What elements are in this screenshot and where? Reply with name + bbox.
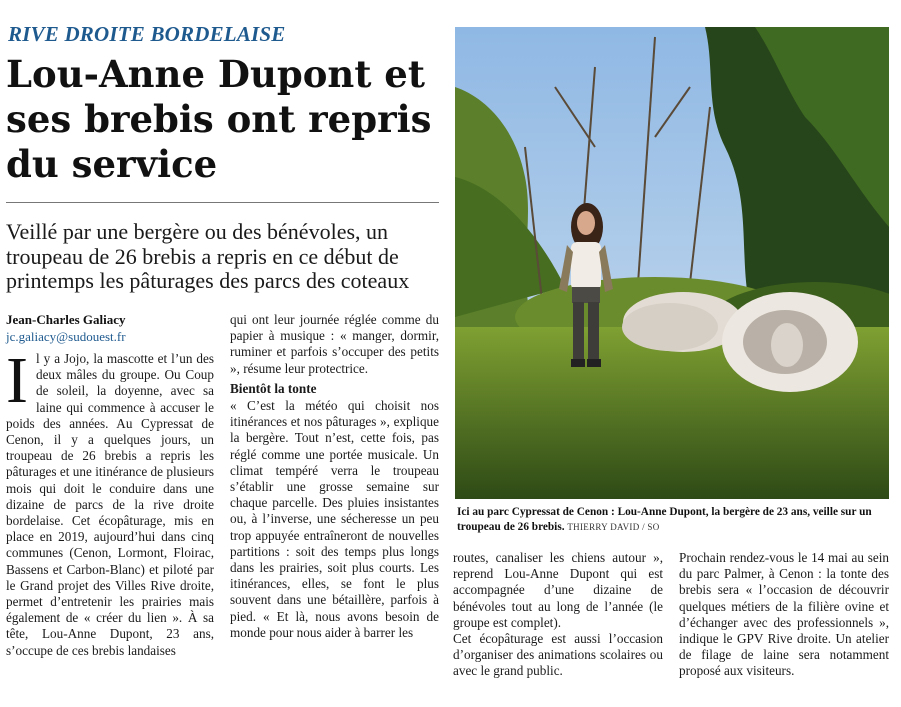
article-column-1 — [6, 344, 214, 659]
article-column-3 — [453, 550, 663, 680]
article-standfirst: Veillé par une bergère ou des bénévoles, un troupeau de 26 brebis a repris en ce début de printemps les pâturages des parcs des coteaux — [6, 219, 410, 293]
byline-email-link[interactable]: jc.galiacy@sudouest.fr — [6, 329, 126, 344]
caption-text: Ici au parc Cypressat de Cenon : Lou-Anne Dupont, la bergère de 23 ans, veille sur un troupeau de 26 brebis. — [457, 506, 872, 533]
shepherd-sheep-photo — [455, 27, 889, 499]
headline-divider — [6, 202, 439, 203]
article-headline: Lou-Anne Dupont et ses brebis ont repris du service — [6, 52, 432, 186]
body-paragraph: Cet écopâturage est aussi l’occasion d’organiser des animations scolaires ou avec le grand public. — [453, 631, 663, 679]
body-paragraph: Prochain rendez-vous le 14 mai au sein du parc Palmer, à Cenon : la tonte des brebis sera « l’occasion de découvrir quelques métiers de la filière ovine et d’échanger avec des professionnels », indique le GPV Rive droite. Un atelier de filage de laine sera notamment proposé aux visiteurs. — [679, 550, 889, 679]
article-kicker: RIVE DROITE BORDELAISE — [8, 22, 286, 46]
byline-author: Jean-Charles Galiacy — [6, 312, 126, 327]
article-photo — [455, 27, 889, 499]
article-column-4 — [679, 550, 889, 680]
photo-credit: THIERRY DAVID / SO — [567, 522, 660, 532]
photo-caption — [457, 505, 887, 535]
body-paragraph: l y a Jojo, la mascotte et l’un des deux mâles du groupe. Ou Coup de soleil, la doyenne, avec sa laine qui commence à accuser le poids des années. Au Cypressat de Cenon, il y a quelques jours, un troupeau de 26 brebis a repris les pâturages et une itinérance de plusieurs mois qui doit le conduire dans une dizaine de parcs de la rive droite bordelaise. Cet écopâturage, mis en place en 2019, aujourd’hui dans cinq communes (Cenon, Lormont, Floirac, Bassens et Carbon-Blanc) et piloté par le Grand projet des Villes Rive droite, permet d’entretenir les prairies mais également de « créer du lien ». À sa tête, Lou-Anne Dupont, 23 ans, s’occupe de ces brebis landaises — [6, 351, 214, 658]
section-subhead: Bientôt la tonte — [230, 380, 317, 396]
drop-cap: I — [6, 344, 28, 417]
body-paragraph: « C’est la météo qui choisit nos itinérances et nos pâturages », explique la bergère. Tout n’est, cette fois, pas réglé comme une portée musicale. Un climat tempéré verra le troupeau s’établir une grosse semaine sur chaque parcelle. Des pluies insistantes ou, à l’inverse, une sécheresse un peu trop appuyée entraîneront de nouvelles partitions : soit des temps plus longs dans les prairies, soit plus courts. Les itinérances, elles, se font le plus souvent dans une bétaillère, parfois à pied. « Et là, nous avons besoin de monde pour nous aider à barrer les — [230, 398, 439, 640]
body-paragraph: routes, canaliser les chiens autour », reprend Lou-Anne Dupont qui est accompagnée d’une dizaine de bénévoles tout au long de l’année (le groupe est complet). — [453, 550, 663, 630]
article-column-2 — [230, 312, 439, 641]
body-paragraph: qui ont leur journée réglée comme du papier à musique : « manger, dormir, ruminer et parfois s’occuper des petits », résume leur protectrice. — [230, 312, 439, 376]
